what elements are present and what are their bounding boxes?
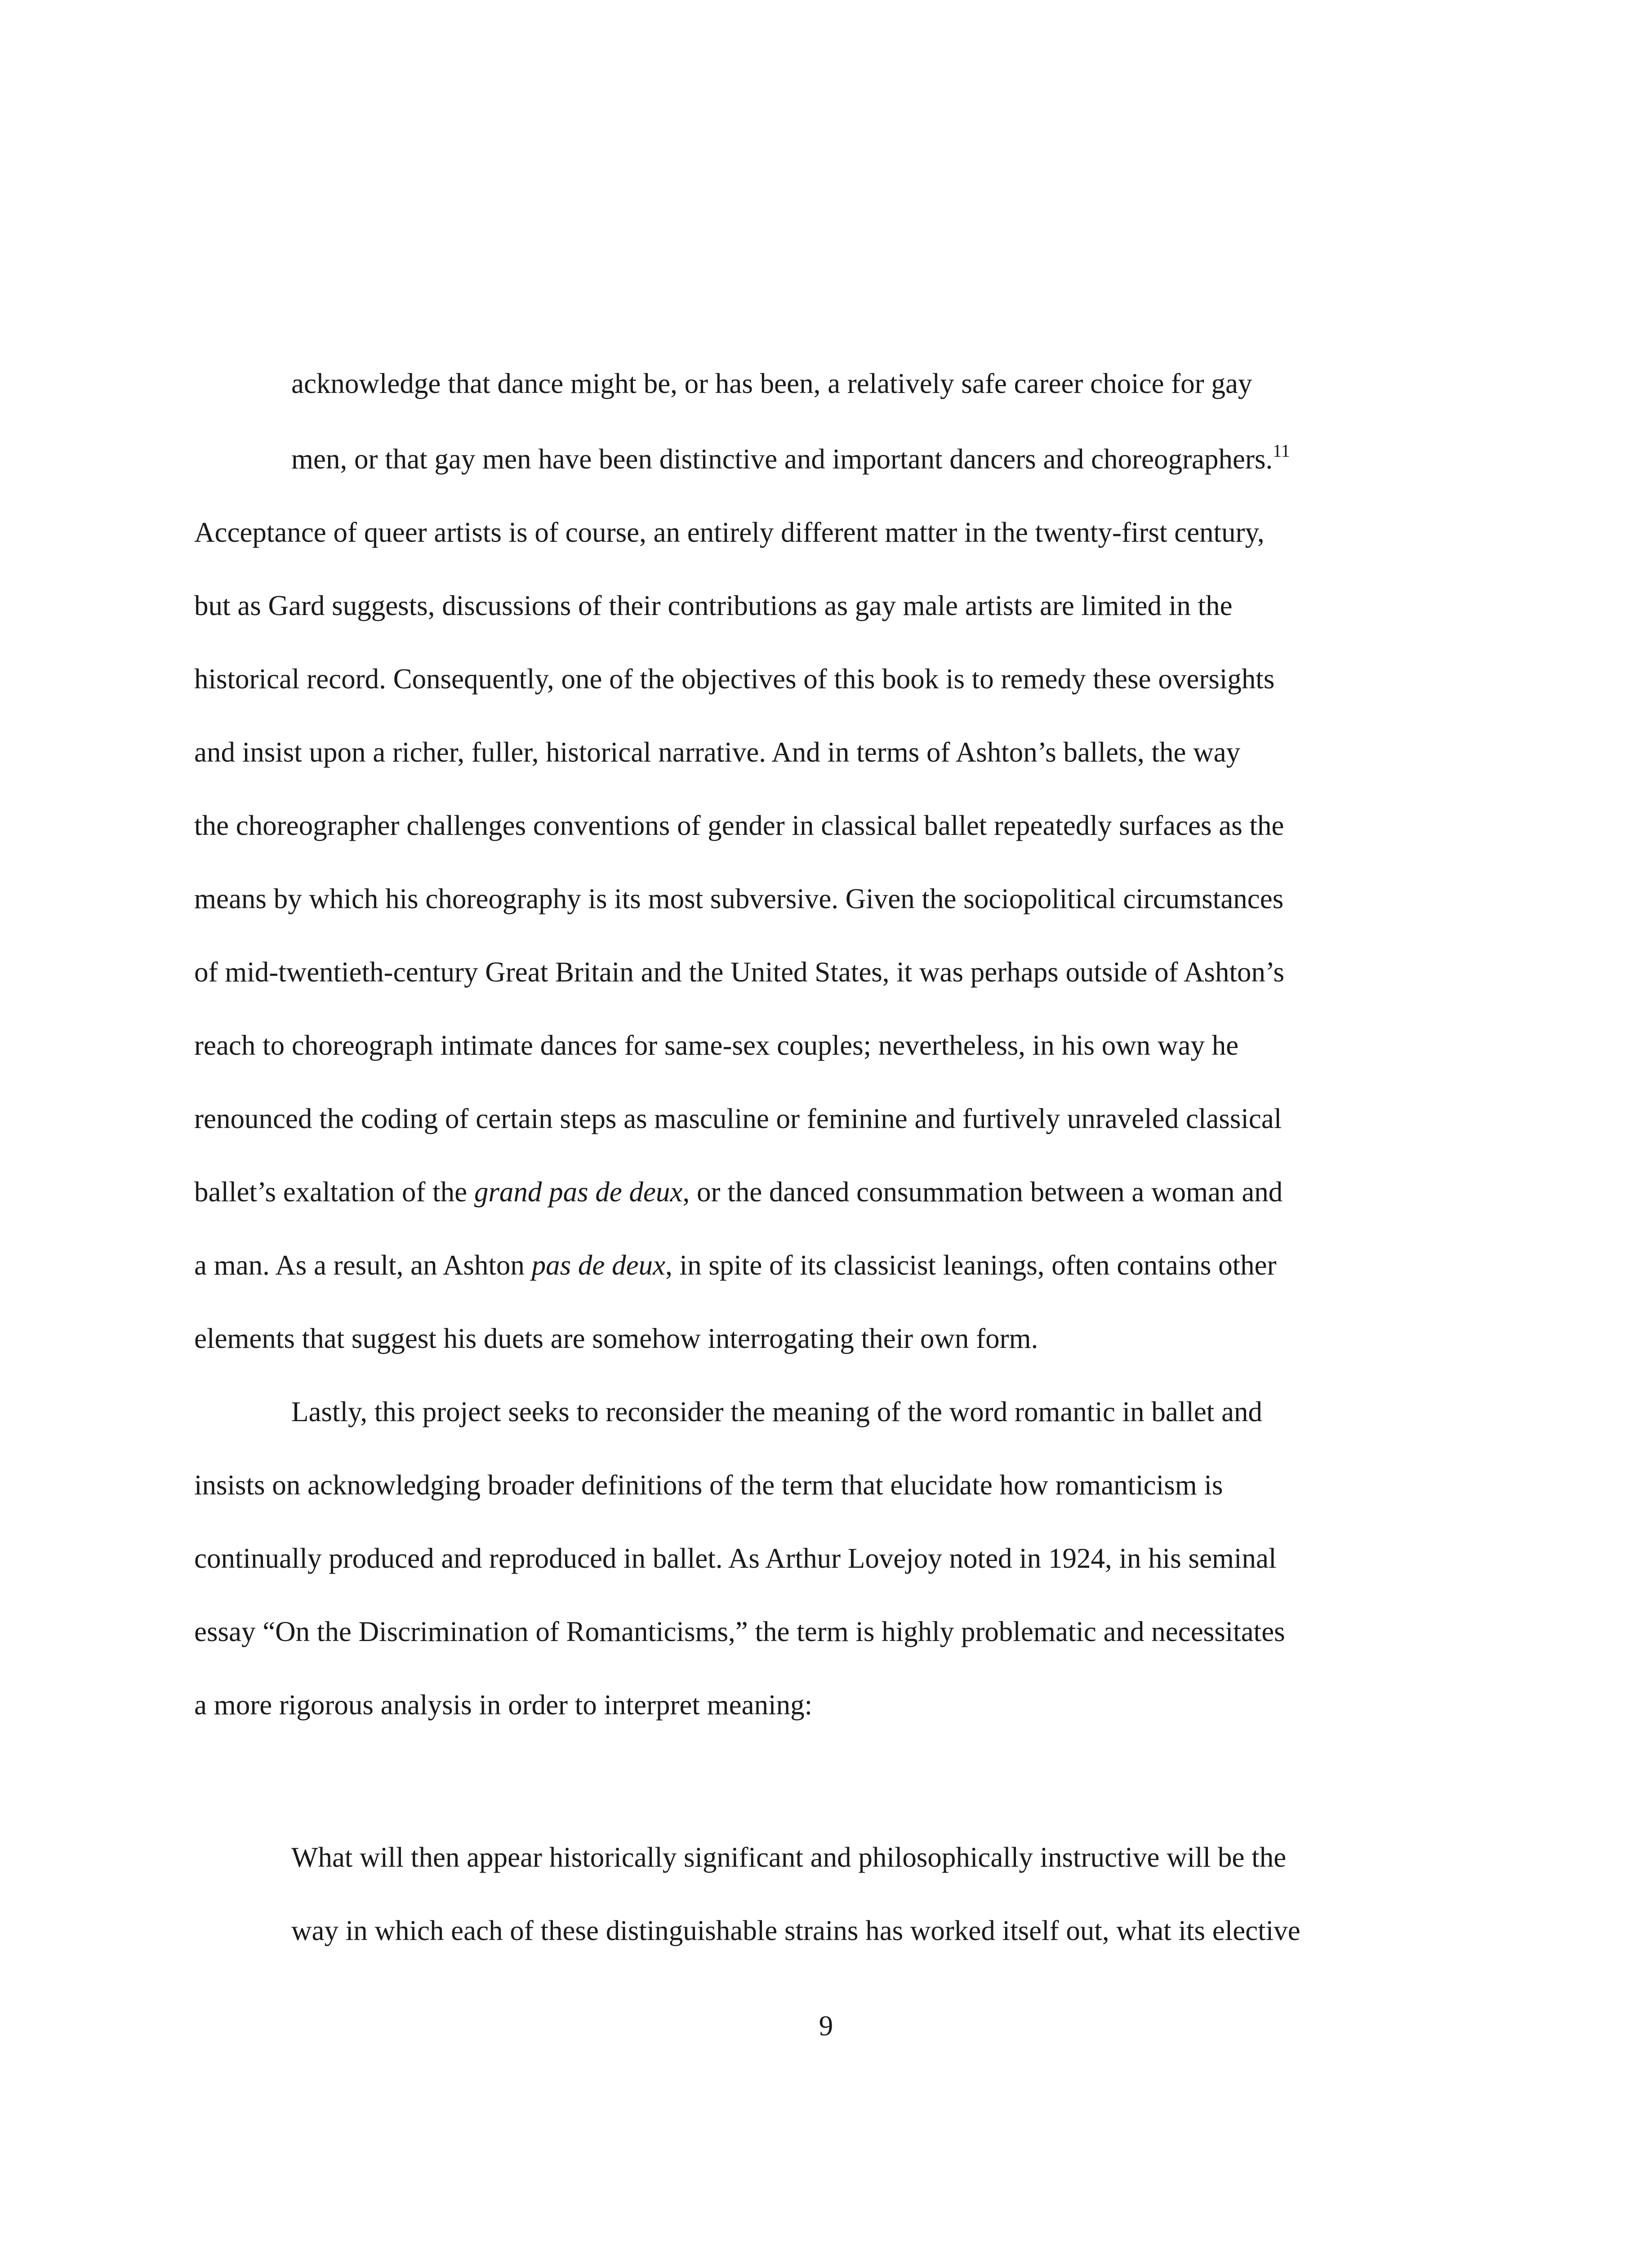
body-line-3: Acceptance of queer artists is of course, an entirely different matter in the twenty-first century, [194,517,1265,548]
body-line-9: of mid-twentieth-century Great Britain and the United States, it was perhaps outside of Ashton’s [194,956,1284,988]
body-line-14: elements that suggest his duets are somehow interrogating their own form. [194,1323,1038,1354]
block-quote-line-2: way in which each of these distinguishable strains has worked itself out, what its elective [291,1915,1300,1946]
body-line-5: historical record. Consequently, one of the objectives of this book is to remedy these oversights [194,663,1275,695]
italic-term-pas-de-deux: pas de deux [531,1249,666,1281]
body-line-12-before: ballet’s exaltation of the [194,1176,474,1208]
body-line-4: but as Gard suggests, discussions of their contributions as gay male artists are limited in the [194,590,1233,621]
footnote-reference: 11 [1273,441,1290,461]
body-line-8: means by which his choreography is its most subversive. Given the sociopolitical circumstances [194,883,1284,914]
body-line-2 [291,441,1290,475]
paragraph-2-line-4: essay “On the Discrimination of Romanticisms,” the term is highly problematic and necessitates [194,1616,1285,1647]
body-line-12 [194,1178,1282,1206]
body-line-12-after: , or the danced consummation between a woman and [682,1176,1283,1208]
page-number: 9 [819,2010,833,2042]
body-line-2-text: men, or that gay men have been distinctive and important dancers and choreographers. [291,443,1273,475]
body-line-11: renounced the coding of certain steps as masculine or feminine and furtively unraveled classical [194,1103,1282,1134]
body-line-13-before: a man. As a result, an Ashton [194,1249,532,1281]
paragraph-2-line-1: Lastly, this project seeks to reconsider the meaning of the word romantic in ballet and [291,1396,1263,1427]
paragraph-2-line-3: continually produced and reproduced in ballet. As Arthur Lovejoy noted in 1924, in his seminal [194,1543,1277,1574]
paragraph-2-line-5: a more rigorous analysis in order to interpret meaning: [194,1689,813,1721]
block-quote-line-1: What will then appear historically significant and philosophically instructive will be the [291,1842,1287,1873]
body-line-7: the choreographer challenges conventions of gender in classical ballet repeatedly surfaces as the [194,810,1284,841]
body-line-1: acknowledge that dance might be, or has been, a relatively safe career choice for gay [291,368,1252,399]
body-line-13-after: , in spite of its classicist leanings, often contains other [665,1249,1277,1281]
paragraph-2-line-2: insists on acknowledging broader definitions of the term that elucidate how romanticism is [194,1469,1223,1501]
body-line-10: reach to choreograph intimate dances for same-sex couples; nevertheless, in his own way he [194,1030,1239,1061]
body-line-13 [194,1251,1277,1280]
italic-term-grand-pas-de-deux: grand pas de deux [474,1176,683,1208]
body-line-6: and insist upon a richer, fuller, historical narrative. And in terms of Ashton’s ballets, the way [194,736,1241,768]
